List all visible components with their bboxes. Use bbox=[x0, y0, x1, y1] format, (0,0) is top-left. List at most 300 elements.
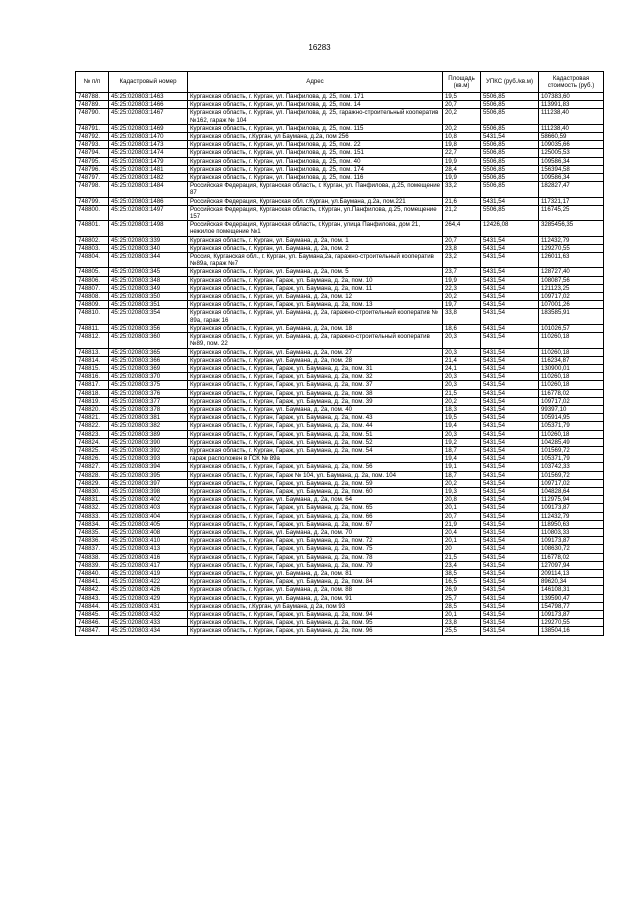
address-cell: Курганская область, г. Курган, Гараж, ул. Баумана, д. 2а, пом. 78 bbox=[188, 553, 443, 561]
upks-cell: 5431,54 bbox=[481, 553, 539, 561]
upks-cell: 5431,54 bbox=[481, 627, 539, 635]
cadastral-cost-cell: 89620,34 bbox=[539, 578, 604, 586]
cadastral-number-cell: 45:25:020803:432 bbox=[109, 611, 188, 619]
upks-cell: 5431,54 bbox=[481, 611, 539, 619]
cadastral-cost-cell: 108087,56 bbox=[539, 276, 604, 284]
address-cell: Курганская область, г. Курган, Гараж, ул. Баумана, д. 2а, пом. 67 bbox=[188, 520, 443, 528]
area-cell: 20,3 bbox=[443, 333, 481, 348]
table-row bbox=[76, 422, 604, 430]
table-row bbox=[76, 414, 604, 422]
address-cell: Курганская область, г. Курган, ул. Баумана, д. 2а, пом. 28 bbox=[188, 356, 443, 364]
area-cell: 19,3 bbox=[443, 487, 481, 495]
cadastral-cost-cell: 101569,72 bbox=[539, 471, 604, 479]
row-number-cell: 748821. bbox=[76, 414, 109, 422]
area-cell: 19,7 bbox=[443, 301, 481, 309]
upks-cell: 5431,54 bbox=[481, 487, 539, 495]
cadastral-cost-cell: 109035,66 bbox=[539, 141, 604, 149]
area-cell: 21,6 bbox=[443, 197, 481, 205]
cadastral-cost-cell: 105914,95 bbox=[539, 414, 604, 422]
address-cell: Курганская область, г. Курган, ул. Панфилова, д. 25, пом. 14 bbox=[188, 101, 443, 109]
cadastral-number-cell: 45:25:020803:365 bbox=[109, 348, 188, 356]
address-cell: Курганская область, г. Курган, ул. Баумана, д. 2а, пом. 27 bbox=[188, 348, 443, 356]
row-number-cell: 748812. bbox=[76, 333, 109, 348]
upks-cell: 5431,54 bbox=[481, 455, 539, 463]
cadastral-cost-cell: 109173,87 bbox=[539, 504, 604, 512]
table-row bbox=[76, 309, 604, 324]
upks-cell: 5431,54 bbox=[481, 333, 539, 348]
row-number-cell: 748822. bbox=[76, 422, 109, 430]
cadastral-cost-cell: 108630,72 bbox=[539, 545, 604, 553]
upks-cell: 5431,54 bbox=[481, 293, 539, 301]
cadastral-number-cell: 45:25:020803:395 bbox=[109, 471, 188, 479]
cadastral-number-cell: 45:25:020803:390 bbox=[109, 438, 188, 446]
address-cell: Российская Федерация, Курганская область, г. Курган, ул. Панфилова, д.25, помещение 87 bbox=[188, 182, 443, 197]
cadastral-number-cell: 45:25:020803:1479 bbox=[109, 157, 188, 165]
cadastral-cost-cell: 125005,53 bbox=[539, 149, 604, 157]
upks-cell: 5431,54 bbox=[481, 512, 539, 520]
address-cell: Курганская область, г. Курган, Гараж, ул. Баумана, д. 2а, пом. 37 bbox=[188, 381, 443, 389]
row-number-cell: 748790. bbox=[76, 109, 109, 124]
cadastral-number-cell: 45:25:020803:1481 bbox=[109, 165, 188, 173]
area-cell: 25,7 bbox=[443, 594, 481, 602]
upks-cell: 5431,54 bbox=[481, 438, 539, 446]
upks-cell: 5506,85 bbox=[481, 141, 539, 149]
upks-cell: 5431,54 bbox=[481, 405, 539, 413]
area-cell: 20,1 bbox=[443, 504, 481, 512]
table-row bbox=[76, 397, 604, 405]
area-cell: 23,4 bbox=[443, 561, 481, 569]
cadastral-number-cell: 45:25:020803:376 bbox=[109, 389, 188, 397]
cadastral-number-cell: 45:25:020803:369 bbox=[109, 364, 188, 372]
table-row bbox=[76, 236, 604, 244]
area-cell: 20,3 bbox=[443, 430, 481, 438]
table-body bbox=[76, 93, 604, 636]
address-cell: Курганская область, г. Курган, Гараж, ул. Баумана, д. 2а, пом. 79 bbox=[188, 561, 443, 569]
cadastral-number-cell: 45:25:020803:378 bbox=[109, 405, 188, 413]
table-row bbox=[76, 405, 604, 413]
upks-cell: 5506,85 bbox=[481, 101, 539, 109]
table-row bbox=[76, 174, 604, 182]
table-row bbox=[76, 586, 604, 594]
cadastral-number-cell: 45:25:020803:422 bbox=[109, 578, 188, 586]
address-cell: Курганская область, г. Курган, ул. Баумана, д. 2а, пом. 70 bbox=[188, 528, 443, 536]
cadastral-cost-cell: 3285456,35 bbox=[539, 221, 604, 236]
cadastral-number-cell: 45:25:020803:1498 bbox=[109, 221, 188, 236]
cadastral-cost-cell: 110260,18 bbox=[539, 348, 604, 356]
upks-cell: 5431,54 bbox=[481, 422, 539, 430]
cadastral-cost-cell: 112975,94 bbox=[539, 496, 604, 504]
upks-cell: 5431,54 bbox=[481, 364, 539, 372]
area-cell: 22,3 bbox=[443, 284, 481, 292]
area-cell: 19,1 bbox=[443, 463, 481, 471]
cadastral-number-cell: 45:25:020803:419 bbox=[109, 569, 188, 577]
address-cell: Курганская область, г. Курган, ул. Баумана, д. 2а, пом. 5 bbox=[188, 268, 443, 276]
cadastral-cost-cell: 129270,55 bbox=[539, 619, 604, 627]
row-number-cell: 748789. bbox=[76, 101, 109, 109]
row-number-cell: 748796. bbox=[76, 165, 109, 173]
cadastral-number-cell: 45:25:020803:349 bbox=[109, 284, 188, 292]
address-cell: Курганская область, г. Курган, ул. Панфилова, д. 25, пом. 151 bbox=[188, 149, 443, 157]
cadastral-number-cell: 45:25:020803:426 bbox=[109, 586, 188, 594]
row-number-cell: 748800. bbox=[76, 205, 109, 220]
upks-cell: 5431,54 bbox=[481, 528, 539, 536]
table-row bbox=[76, 430, 604, 438]
table-row bbox=[76, 268, 604, 276]
table-row bbox=[76, 284, 604, 292]
address-cell: Курганская область, г. Курган, Гараж, ул. Баумана, д. 2а, пом. 66 bbox=[188, 512, 443, 520]
area-cell: 38,5 bbox=[443, 569, 481, 577]
row-number-cell: 748824. bbox=[76, 438, 109, 446]
table-header-row bbox=[76, 72, 604, 93]
address-cell: Курганская область, г. Курган, Гараж, ул. Баумана, д. 2а, пом. 39 bbox=[188, 397, 443, 405]
table-row bbox=[76, 276, 604, 284]
table-row bbox=[76, 356, 604, 364]
cadastral-number-cell: 45:25:020803:348 bbox=[109, 276, 188, 284]
cadastral-number-cell: 45:25:020803:434 bbox=[109, 627, 188, 635]
row-number-cell: 748837. bbox=[76, 545, 109, 553]
cadastral-cost-cell: 154798,77 bbox=[539, 602, 604, 610]
address-cell: Курганская область, г. Курган, Гараж, ул. Баумана, д. 2а, пом. 11 bbox=[188, 284, 443, 292]
cadastral-cost-cell: 121123,25 bbox=[539, 284, 604, 292]
cadastral-number-cell: 45:25:020803:381 bbox=[109, 414, 188, 422]
table-row bbox=[76, 165, 604, 173]
address-cell: Курганская область, г. Курган, Гараж, ул. Баумана, д. 2а, пом. 65 bbox=[188, 504, 443, 512]
cadastral-number-cell: 45:25:020803:404 bbox=[109, 512, 188, 520]
cadastral-number-cell: 45:25:020803:1466 bbox=[109, 101, 188, 109]
upks-cell: 5506,85 bbox=[481, 157, 539, 165]
cadastral-cost-cell: 110260,18 bbox=[539, 381, 604, 389]
upks-cell: 5431,54 bbox=[481, 414, 539, 422]
row-number-cell: 748794. bbox=[76, 149, 109, 157]
cadastral-cost-cell: 116745,25 bbox=[539, 205, 604, 220]
upks-cell: 5431,54 bbox=[481, 197, 539, 205]
table-row bbox=[76, 333, 604, 348]
cadastral-cost-cell: 110803,33 bbox=[539, 528, 604, 536]
cadastral-cost-cell: 104828,64 bbox=[539, 487, 604, 495]
table-row bbox=[76, 537, 604, 545]
cadastral-number-cell: 45:25:020803:429 bbox=[109, 594, 188, 602]
table-row bbox=[76, 348, 604, 356]
table-row bbox=[76, 553, 604, 561]
upks-cell: 5431,54 bbox=[481, 537, 539, 545]
cadastral-cost-cell: 138504,16 bbox=[539, 627, 604, 635]
cadastral-number-cell: 45:25:020803:417 bbox=[109, 561, 188, 569]
upks-cell: 5431,54 bbox=[481, 236, 539, 244]
upks-cell: 5431,54 bbox=[481, 619, 539, 627]
column-header-num: № п/п bbox=[76, 72, 109, 93]
cadastral-cost-cell: 116234,87 bbox=[539, 356, 604, 364]
area-cell: 23,7 bbox=[443, 268, 481, 276]
cadastral-cost-cell: 128727,40 bbox=[539, 268, 604, 276]
cadastral-cost-cell: 110260,18 bbox=[539, 430, 604, 438]
table-row bbox=[76, 301, 604, 309]
upks-cell: 5431,54 bbox=[481, 253, 539, 268]
row-number-cell: 748805. bbox=[76, 268, 109, 276]
row-number-cell: 748814. bbox=[76, 356, 109, 364]
address-cell: Курганская область, г. Курган, ул. Баумана, д. 2а, пом. 88 bbox=[188, 586, 443, 594]
row-number-cell: 748810. bbox=[76, 309, 109, 324]
table-row bbox=[76, 545, 604, 553]
address-cell: Курганская область, г. Курган, ул. Баумана, д. 2а, пом. 1 bbox=[188, 236, 443, 244]
row-number-cell: 748811. bbox=[76, 324, 109, 332]
cadastral-number-cell: 45:25:020803:1482 bbox=[109, 174, 188, 182]
upks-cell: 5431,54 bbox=[481, 301, 539, 309]
row-number-cell: 748799. bbox=[76, 197, 109, 205]
area-cell: 28,5 bbox=[443, 602, 481, 610]
area-cell: 25,5 bbox=[443, 627, 481, 635]
address-cell: Курганская область, г. Курган, Гараж, ул. Баумана, д. 2а, пом. 60 bbox=[188, 487, 443, 495]
cadastral-number-cell: 45:25:020803:351 bbox=[109, 301, 188, 309]
upks-cell: 5506,85 bbox=[481, 165, 539, 173]
row-number-cell: 748795. bbox=[76, 157, 109, 165]
table-row bbox=[76, 221, 604, 236]
address-cell: Курганская область, г. Курган, Гараж, ул. Баумана, д. 2а, пом. 52 bbox=[188, 438, 443, 446]
address-cell: Курганская область, г. Курган, ул. Баумана, д. 2а, пом. 12 bbox=[188, 293, 443, 301]
table-row bbox=[76, 149, 604, 157]
area-cell: 20,1 bbox=[443, 537, 481, 545]
cadastral-number-cell: 45:25:020803:354 bbox=[109, 309, 188, 324]
area-cell: 20,3 bbox=[443, 373, 481, 381]
cadastral-number-cell: 45:25:020803:416 bbox=[109, 553, 188, 561]
cadastral-number-cell: 45:25:020803:405 bbox=[109, 520, 188, 528]
upks-cell: 5431,54 bbox=[481, 463, 539, 471]
cadastral-number-cell: 45:25:020803:340 bbox=[109, 244, 188, 252]
address-cell: Курганская область, г. Курган, Гараж, ул. Баумана, д. 2а, пом. 10 bbox=[188, 276, 443, 284]
row-number-cell: 748841. bbox=[76, 578, 109, 586]
address-cell: Курганская область, г.Курган, ул Баумана, д 2а, пом 93 bbox=[188, 602, 443, 610]
cadastral-cost-cell: 116778,02 bbox=[539, 389, 604, 397]
column-header-cadastral: Кадастровый номер bbox=[109, 72, 188, 93]
area-cell: 19,4 bbox=[443, 422, 481, 430]
table-row bbox=[76, 594, 604, 602]
table-row bbox=[76, 569, 604, 577]
upks-cell: 5431,54 bbox=[481, 602, 539, 610]
cadastral-number-cell: 45:25:020803:1470 bbox=[109, 133, 188, 141]
address-cell: Курганская область, г. Курган, Гараж, ул. Баумана, д. 2а, пом. 32 bbox=[188, 373, 443, 381]
upks-cell: 5506,85 bbox=[481, 182, 539, 197]
row-number-cell: 748815. bbox=[76, 364, 109, 372]
area-cell: 22,7 bbox=[443, 149, 481, 157]
address-cell: Курганская область, г. Курган, ул. Баумана, д. 2а, пом. 18 bbox=[188, 324, 443, 332]
row-number-cell: 748819. bbox=[76, 397, 109, 405]
page-number: 16283 bbox=[308, 43, 331, 52]
area-cell: 33,2 bbox=[443, 182, 481, 197]
table-row bbox=[76, 496, 604, 504]
row-number-cell: 748838. bbox=[76, 553, 109, 561]
row-number-cell: 748792. bbox=[76, 133, 109, 141]
cadastral-number-cell: 45:25:020803:1467 bbox=[109, 109, 188, 124]
area-cell: 19,8 bbox=[443, 141, 481, 149]
cadastral-number-cell: 45:25:020803:389 bbox=[109, 430, 188, 438]
area-cell: 19,9 bbox=[443, 157, 481, 165]
upks-cell: 5506,85 bbox=[481, 93, 539, 101]
address-cell: Курганская область, г. Курган, ул. Баумана, д. 2а, пом. 64 bbox=[188, 496, 443, 504]
upks-cell: 5431,54 bbox=[481, 446, 539, 454]
row-number-cell: 748813. bbox=[76, 348, 109, 356]
cadastral-cost-cell: 101569,72 bbox=[539, 446, 604, 454]
cadastral-number-cell: 45:25:020803:393 bbox=[109, 455, 188, 463]
area-cell: 23,8 bbox=[443, 244, 481, 252]
area-cell: 23,2 bbox=[443, 253, 481, 268]
row-number-cell: 748823. bbox=[76, 430, 109, 438]
row-number-cell: 748806. bbox=[76, 276, 109, 284]
address-cell: Курганская область, г. Курган, ул. Панфилова, д. 25, пом. 40 bbox=[188, 157, 443, 165]
cadastral-number-cell: 45:25:020803:394 bbox=[109, 463, 188, 471]
row-number-cell: 748831. bbox=[76, 496, 109, 504]
area-cell: 18,6 bbox=[443, 324, 481, 332]
cadastral-cost-cell: 156394,58 bbox=[539, 165, 604, 173]
row-number-cell: 748797. bbox=[76, 174, 109, 182]
row-number-cell: 748835. bbox=[76, 528, 109, 536]
table-row bbox=[76, 471, 604, 479]
row-number-cell: 748843. bbox=[76, 594, 109, 602]
upks-cell: 5431,54 bbox=[481, 479, 539, 487]
upks-cell: 5431,54 bbox=[481, 430, 539, 438]
cadastral-cost-cell: 107383,60 bbox=[539, 93, 604, 101]
area-cell: 21,4 bbox=[443, 356, 481, 364]
upks-cell: 5431,54 bbox=[481, 348, 539, 356]
upks-cell: 5431,54 bbox=[481, 578, 539, 586]
cadastral-number-cell: 45:25:020803:1469 bbox=[109, 124, 188, 132]
area-cell: 20,2 bbox=[443, 109, 481, 124]
cadastral-number-cell: 45:25:020803:370 bbox=[109, 373, 188, 381]
table-row bbox=[76, 109, 604, 124]
address-cell: Российская Федерация, Курганская область, г.Курган, улица Панфилова, дом 21, нежилое помещение №1 bbox=[188, 221, 443, 236]
cadastral-cost-cell: 109717,02 bbox=[539, 479, 604, 487]
upks-cell: 5431,54 bbox=[481, 545, 539, 553]
column-header-upks: УПКС (руб./кв.м) bbox=[481, 72, 539, 93]
cadastral-cost-cell: 127097,94 bbox=[539, 561, 604, 569]
row-number-cell: 748830. bbox=[76, 487, 109, 495]
upks-cell: 5431,54 bbox=[481, 268, 539, 276]
area-cell: 18,3 bbox=[443, 405, 481, 413]
cadastral-cost-cell: 116778,02 bbox=[539, 553, 604, 561]
cadastral-number-cell: 45:25:020803:1497 bbox=[109, 205, 188, 220]
cadastral-number-cell: 45:25:020803:345 bbox=[109, 268, 188, 276]
address-cell: гараж расположен в ГСК № 89а bbox=[188, 455, 443, 463]
area-cell: 20,2 bbox=[443, 124, 481, 132]
table-row bbox=[76, 373, 604, 381]
address-cell: Курганская область, г. Курган, ул. Баумана, д. 2а, пом. 40 bbox=[188, 405, 443, 413]
area-cell: 33,8 bbox=[443, 309, 481, 324]
cadastral-cost-cell: 182827,47 bbox=[539, 182, 604, 197]
upks-cell: 5506,85 bbox=[481, 174, 539, 182]
address-cell: Курганская область, г.Курган, ул Баумана, д.2а, пом 256 bbox=[188, 133, 443, 141]
row-number-cell: 748809. bbox=[76, 301, 109, 309]
area-cell: 19,2 bbox=[443, 438, 481, 446]
address-cell: Курганская область, г. Курган, ул. Панфилова, д. 25, пом. 22 bbox=[188, 141, 443, 149]
area-cell: 26,9 bbox=[443, 586, 481, 594]
row-number-cell: 748834. bbox=[76, 520, 109, 528]
table-row bbox=[76, 627, 604, 635]
cadastral-cost-cell: 109173,87 bbox=[539, 611, 604, 619]
table-row bbox=[76, 93, 604, 101]
table-row bbox=[76, 253, 604, 268]
table-row bbox=[76, 182, 604, 197]
cadastral-number-cell: 45:25:020803:408 bbox=[109, 528, 188, 536]
area-cell: 21,9 bbox=[443, 520, 481, 528]
cadastral-number-cell: 45:25:020803:375 bbox=[109, 381, 188, 389]
area-cell: 20,3 bbox=[443, 381, 481, 389]
table-row bbox=[76, 446, 604, 454]
upks-cell: 5431,54 bbox=[481, 397, 539, 405]
row-number-cell: 748845. bbox=[76, 611, 109, 619]
address-cell: Курганская область, г. Курган, Гараж, ул. Баумана, д. 2а, пом. 56 bbox=[188, 463, 443, 471]
area-cell: 19,9 bbox=[443, 276, 481, 284]
table-row bbox=[76, 611, 604, 619]
row-number-cell: 748798. bbox=[76, 182, 109, 197]
address-cell: Россия, Курганская обл., г. Курган, ул. Баумана,2а, гаражно-строительный кооператив №89а, гараж №7 bbox=[188, 253, 443, 268]
area-cell: 24,1 bbox=[443, 364, 481, 372]
table-row bbox=[76, 520, 604, 528]
cadastral-cost-cell: 101026,57 bbox=[539, 324, 604, 332]
cadastral-number-cell: 45:25:020803:410 bbox=[109, 537, 188, 545]
area-cell: 20,2 bbox=[443, 293, 481, 301]
row-number-cell: 748832. bbox=[76, 504, 109, 512]
address-cell: Российская Федерация, Курганская обл. г.Курган, ул.Баумана, д.2а, пом.221 bbox=[188, 197, 443, 205]
table-row bbox=[76, 124, 604, 132]
cadastral-number-cell: 45:25:020803:344 bbox=[109, 253, 188, 268]
address-cell: Курганская область, г. Курган, ул. Баумана, д. 2а, гаражно-строительный кооператив №89, пом. 22 bbox=[188, 333, 443, 348]
upks-cell: 5506,85 bbox=[481, 149, 539, 157]
cadastral-cost-cell: 109717,02 bbox=[539, 293, 604, 301]
area-cell: 20,7 bbox=[443, 236, 481, 244]
table-row bbox=[76, 438, 604, 446]
area-cell: 20,7 bbox=[443, 101, 481, 109]
row-number-cell: 748791. bbox=[76, 124, 109, 132]
table-row bbox=[76, 324, 604, 332]
table-row bbox=[76, 455, 604, 463]
cadastral-number-cell: 45:25:020803:377 bbox=[109, 397, 188, 405]
table-row bbox=[76, 205, 604, 220]
cadastral-cost-cell: 146108,31 bbox=[539, 586, 604, 594]
area-cell: 20,2 bbox=[443, 479, 481, 487]
area-cell: 18,7 bbox=[443, 446, 481, 454]
row-number-cell: 748788. bbox=[76, 93, 109, 101]
upks-cell: 5431,54 bbox=[481, 504, 539, 512]
address-cell: Курганская область, г. Курган, ул. Баумана, д. 2а, пом. 2 bbox=[188, 244, 443, 252]
cadastral-number-cell: 45:25:020803:413 bbox=[109, 545, 188, 553]
row-number-cell: 748829. bbox=[76, 479, 109, 487]
area-cell: 19,5 bbox=[443, 414, 481, 422]
area-cell: 18,7 bbox=[443, 471, 481, 479]
upks-cell: 5431,54 bbox=[481, 244, 539, 252]
area-cell: 20,1 bbox=[443, 611, 481, 619]
table-row bbox=[76, 512, 604, 520]
area-cell: 19,9 bbox=[443, 174, 481, 182]
table-row bbox=[76, 528, 604, 536]
area-cell: 264,4 bbox=[443, 221, 481, 236]
upks-cell: 5431,54 bbox=[481, 324, 539, 332]
cadastral-cost-cell: 103742,33 bbox=[539, 463, 604, 471]
cadastral-cost-cell: 112432,79 bbox=[539, 236, 604, 244]
address-cell: Курганская область, г. Курган, ул. Баумана, д. 2а, гаражно-строительный кооператив № 89а, гараж 16 bbox=[188, 309, 443, 324]
row-number-cell: 748820. bbox=[76, 405, 109, 413]
address-cell: Курганская область, г. Курган, Гараж, ул. Баумана, д. 2а, пом. 43 bbox=[188, 414, 443, 422]
address-cell: Курганская область, г. Курган, Гараж, ул. Баумана, д. 2а, пом. 75 bbox=[188, 545, 443, 553]
row-number-cell: 748804. bbox=[76, 253, 109, 268]
address-cell: Курганская область, г. Курган, Гараж, ул. Баумана, д. 2а, пом. 31 bbox=[188, 364, 443, 372]
cadastral-cost-cell: 130900,01 bbox=[539, 364, 604, 372]
table-row bbox=[76, 504, 604, 512]
upks-cell: 5431,54 bbox=[481, 356, 539, 364]
table-row bbox=[76, 101, 604, 109]
cadastral-cost-cell: 110260,18 bbox=[539, 373, 604, 381]
upks-cell: 5506,85 bbox=[481, 124, 539, 132]
cadastral-number-cell: 45:25:020803:398 bbox=[109, 487, 188, 495]
area-cell: 20,3 bbox=[443, 348, 481, 356]
cadastral-cost-cell: 126011,63 bbox=[539, 253, 604, 268]
